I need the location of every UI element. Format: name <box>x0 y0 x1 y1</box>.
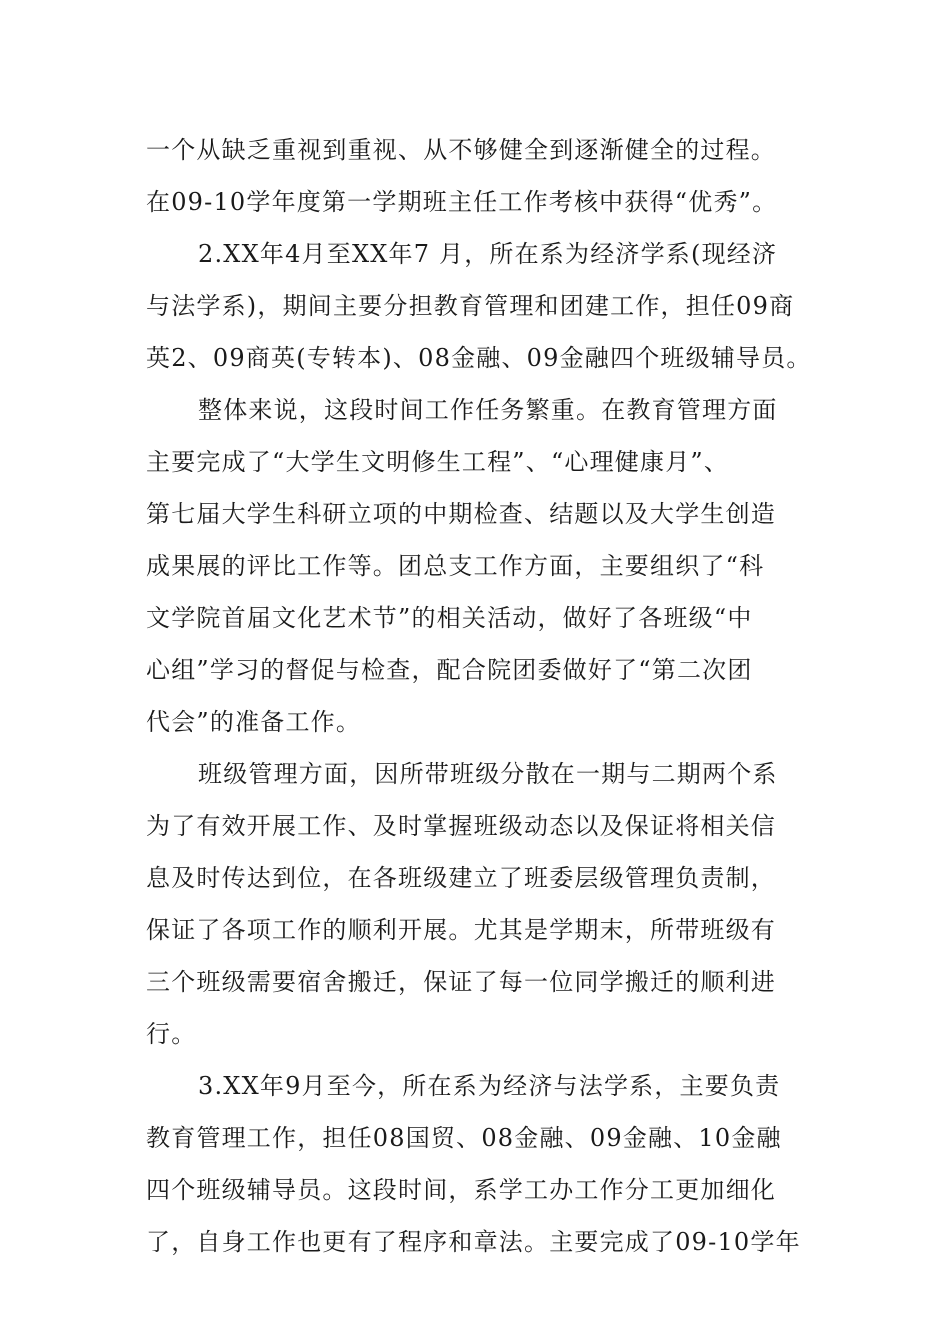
text-line: 文学院首届文化艺术节”的相关活动，做好了各班级“中 <box>146 604 753 632</box>
text-line: 第七届大学生科研立项的中期检查、结题以及大学生创造 <box>146 500 776 528</box>
text-line: 2.XX年4月至XX年7 月，所在系为经济学系(现经济 <box>198 240 778 268</box>
text-line: 保证了各项工作的顺利开展。尤其是学期末，所带班级有 <box>146 916 776 944</box>
text-line: 为了有效开展工作、及时掌握班级动态以及保证将相关信 <box>146 812 776 840</box>
text-line: 三个班级需要宿舍搬迁，保证了每一位同学搬迁的顺利进 <box>146 968 776 996</box>
text-line: 整体来说，这段时间工作任务繁重。在教育管理方面 <box>198 396 778 424</box>
text-line: 英2、09商英(专转本)、08金融、09金融四个班级辅导员。 <box>146 344 812 372</box>
text-line: 一个从缺乏重视到重视、从不够健全到逐渐健全的过程。 <box>146 136 776 164</box>
text-line: 3.XX年9月至今，所在系为经济与法学系，主要负责 <box>198 1072 781 1100</box>
text-line: 息及时传达到位，在各班级建立了班委层级管理负责制， <box>146 864 776 892</box>
text-line: 在09-10学年度第一学期班主任工作考核中获得“优秀”。 <box>146 188 778 216</box>
text-line: 教育管理工作，担任08国贸、08金融、09金融、10金融 <box>146 1124 782 1152</box>
text-line: 了，自身工作也更有了程序和章法。主要完成了09-10学年 <box>146 1228 801 1256</box>
text-line: 班级管理方面，因所带班级分散在一期与二期两个系 <box>198 760 778 788</box>
document-body <box>146 124 812 1268</box>
text-line: 四个班级辅导员。这段时间，系学工办工作分工更加细化 <box>146 1176 776 1204</box>
text-line: 代会”的准备工作。 <box>146 708 362 736</box>
text-line: 行。 <box>146 1020 197 1048</box>
text-line: 心组”学习的督促与检查，配合院团委做好了“第二次团 <box>146 656 753 684</box>
text-line: 与法学系)，期间主要分担教育管理和团建工作，担任09商 <box>146 292 795 320</box>
text-line: 成果展的评比工作等。团总支工作方面，主要组织了“科 <box>146 552 765 580</box>
text-line: 主要完成了“大学生文明修生工程”、“心理健康月”、 <box>146 448 730 476</box>
